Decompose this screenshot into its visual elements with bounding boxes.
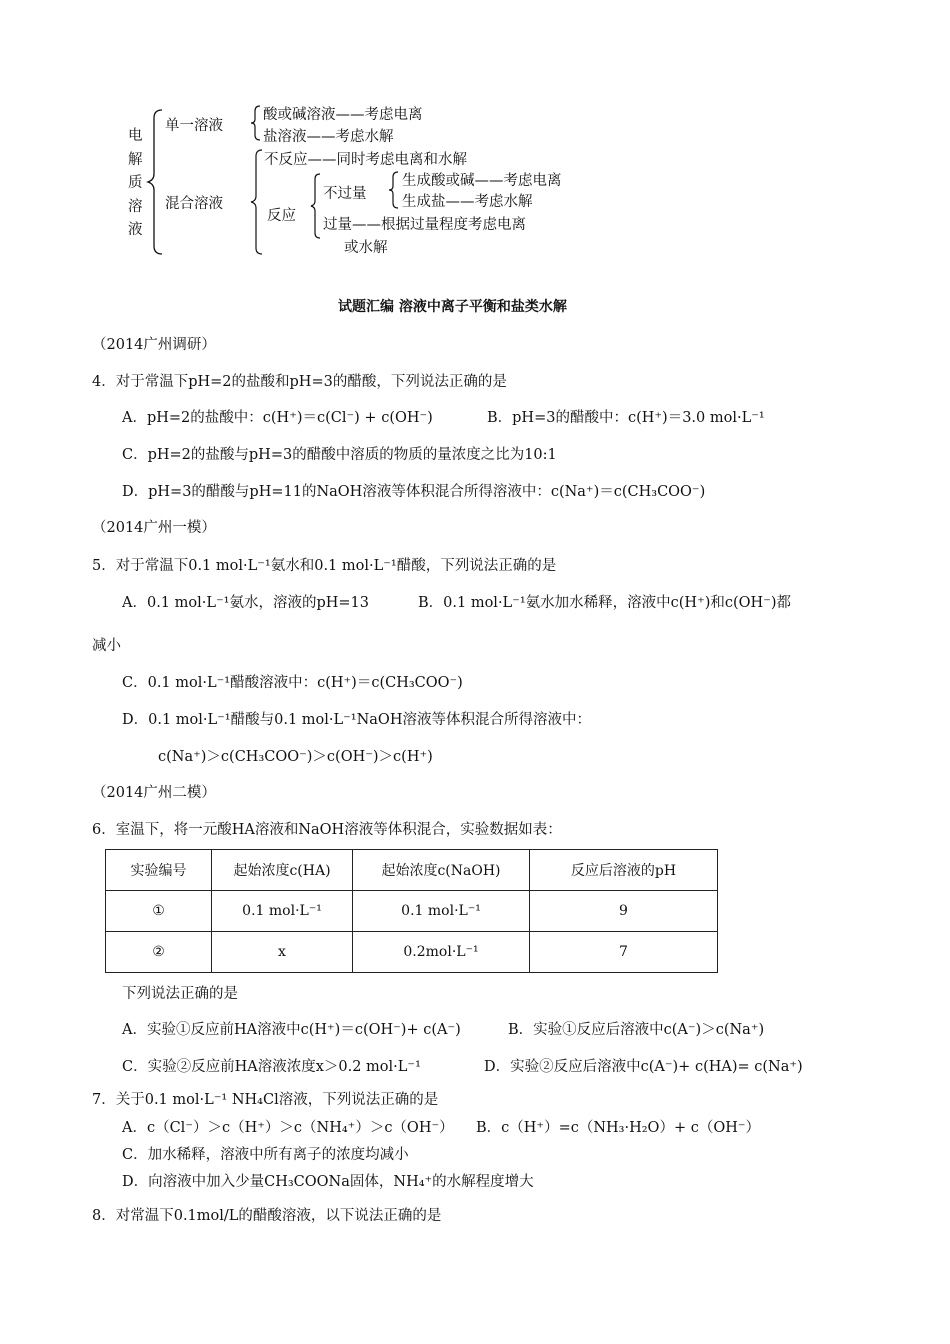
brace-3 bbox=[250, 148, 264, 256]
q4-option-c: C．pH=2的盐酸与pH=3的醋酸中溶质的物质的量浓度之比为10:1 bbox=[122, 447, 557, 463]
table-header-row bbox=[106, 850, 718, 891]
not-excess-label: 不过量 bbox=[323, 186, 367, 202]
table-header-cell: 起始浓度c(HA) bbox=[212, 850, 353, 891]
section-title: 试题汇编 溶液中离子平衡和盐类水解 bbox=[338, 299, 567, 315]
q6-stem: 6．室温下，将一元酸HA溶液和NaOH溶液等体积混合，实验数据如表： bbox=[92, 822, 562, 838]
table-row bbox=[106, 891, 718, 932]
q6-source: （2014广州二模） bbox=[92, 785, 216, 801]
mixed-solution-label: 混合溶液 bbox=[165, 196, 223, 212]
q6-option-c: C．实验②反应前HA溶液浓度x＞0.2 mol·L⁻¹ bbox=[122, 1059, 421, 1075]
q6-after-table: 下列说法正确的是 bbox=[122, 986, 238, 1002]
excess-line-2: 或水解 bbox=[344, 240, 388, 256]
reaction-label: 反应 bbox=[267, 208, 296, 224]
q6-data-table bbox=[105, 849, 718, 973]
q4-option-b: B．pH=3的醋酸中：c(H⁺)＝3.0 mol·L⁻¹ bbox=[487, 410, 765, 426]
q4-option-d: D．pH=3的醋酸与pH=11的NaOH溶液等体积混合所得溶液中：c(Na⁺)＝c(CH₃COO⁻) bbox=[122, 484, 706, 500]
excess-line-1: 过量——根据过量程度考虑电离 bbox=[323, 217, 526, 233]
single-solution-label: 单一溶液 bbox=[165, 118, 223, 134]
brace-5 bbox=[388, 170, 400, 210]
q6-option-b: B．实验①反应后溶液中c(A⁻)＞c(Na⁺) bbox=[508, 1022, 765, 1038]
no-reaction: 不反应——同时考虑电离和水解 bbox=[264, 152, 467, 168]
q5-option-b: B．0.1 mol·L⁻¹氨水加水稀释，溶液中c(H⁺)和c(OH⁻)都 bbox=[418, 595, 791, 611]
q7-option-a: A．c（Cl⁻）＞c（H⁺）＞c（NH₄⁺）＞c（OH⁻） bbox=[122, 1120, 454, 1136]
q7-option-d: D．向溶液中加入少量CH₃COONa固体，NH₄⁺的水解程度增大 bbox=[122, 1174, 534, 1190]
q4-stem: 4．对于常温下pH=2的盐酸和pH=3的醋酸，下列说法正确的是 bbox=[92, 374, 507, 390]
table-cell: x bbox=[212, 932, 353, 973]
q7-option-c: C．加水稀释，溶液中所有离子的浓度均减小 bbox=[122, 1147, 409, 1163]
single-acid-base: 酸或碱溶液——考虑电离 bbox=[263, 107, 423, 123]
table-cell: 9 bbox=[530, 891, 718, 932]
brace-2 bbox=[250, 104, 262, 142]
table-cell: ① bbox=[106, 891, 212, 932]
q6-option-d: D．实验②反应后溶液中c(A⁻)+ c(HA)= c(Na⁺) bbox=[484, 1059, 803, 1075]
table-row bbox=[106, 932, 718, 973]
q5-option-d: D．0.1 mol·L⁻¹醋酸与0.1 mol·L⁻¹NaOH溶液等体积混合所得溶液中： bbox=[122, 712, 591, 728]
table-header-cell: 反应后溶液的pH bbox=[530, 850, 718, 891]
brace-1 bbox=[146, 108, 166, 256]
not-excess-acid-base: 生成酸或碱——考虑电离 bbox=[402, 173, 562, 189]
table-cell: 7 bbox=[530, 932, 718, 973]
brace-4 bbox=[310, 172, 322, 240]
q8-stem: 8．对常温下0.1mol/L的醋酸溶液，以下说法正确的是 bbox=[92, 1208, 442, 1224]
q5-option-c: C．0.1 mol·L⁻¹醋酸溶液中：c(H⁺)＝c(CH₃COO⁻) bbox=[122, 675, 463, 691]
q4-source: （2014广州调研） bbox=[92, 337, 216, 353]
table-cell: 0.1 mol·L⁻¹ bbox=[212, 891, 353, 932]
q5-source: （2014广州一模） bbox=[92, 520, 216, 536]
q7-stem: 7．关于0.1 mol·L⁻¹ NH₄Cl溶液，下列说法正确的是 bbox=[92, 1092, 439, 1108]
table-cell: 0.2mol·L⁻¹ bbox=[353, 932, 530, 973]
q5-option-a: A．0.1 mol·L⁻¹氨水，溶液的pH=13 bbox=[122, 595, 369, 611]
not-excess-salt: 生成盐——考虑水解 bbox=[402, 194, 533, 210]
table-header-cell: 起始浓度c(NaOH) bbox=[353, 850, 530, 891]
q4-option-a: A．pH=2的盐酸中：c(H⁺)＝c(Cl⁻) + c(OH⁻) bbox=[122, 410, 433, 426]
table-header-cell: 实验编号 bbox=[106, 850, 212, 891]
q6-option-a: A．实验①反应前HA溶液中c(H⁺)＝c(OH⁻)+ c(A⁻) bbox=[122, 1022, 461, 1038]
single-salt: 盐溶液——考虑水解 bbox=[263, 129, 394, 145]
diagram-root-label: 电解质溶液 bbox=[128, 128, 143, 238]
table-cell: 0.1 mol·L⁻¹ bbox=[353, 891, 530, 932]
q7-option-b: B．c（H⁺）=c（NH₃·H₂O）+ c（OH⁻） bbox=[476, 1120, 761, 1136]
table-cell: ② bbox=[106, 932, 212, 973]
q5-option-b-cont: 减小 bbox=[92, 638, 121, 654]
q5-stem: 5．对于常温下0.1 mol·L⁻¹氨水和0.1 mol·L⁻¹醋酸，下列说法正确的是 bbox=[92, 558, 557, 574]
q5-option-d-cont: c(Na⁺)＞c(CH₃COO⁻)＞c(OH⁻)＞c(H⁺) bbox=[158, 749, 433, 765]
